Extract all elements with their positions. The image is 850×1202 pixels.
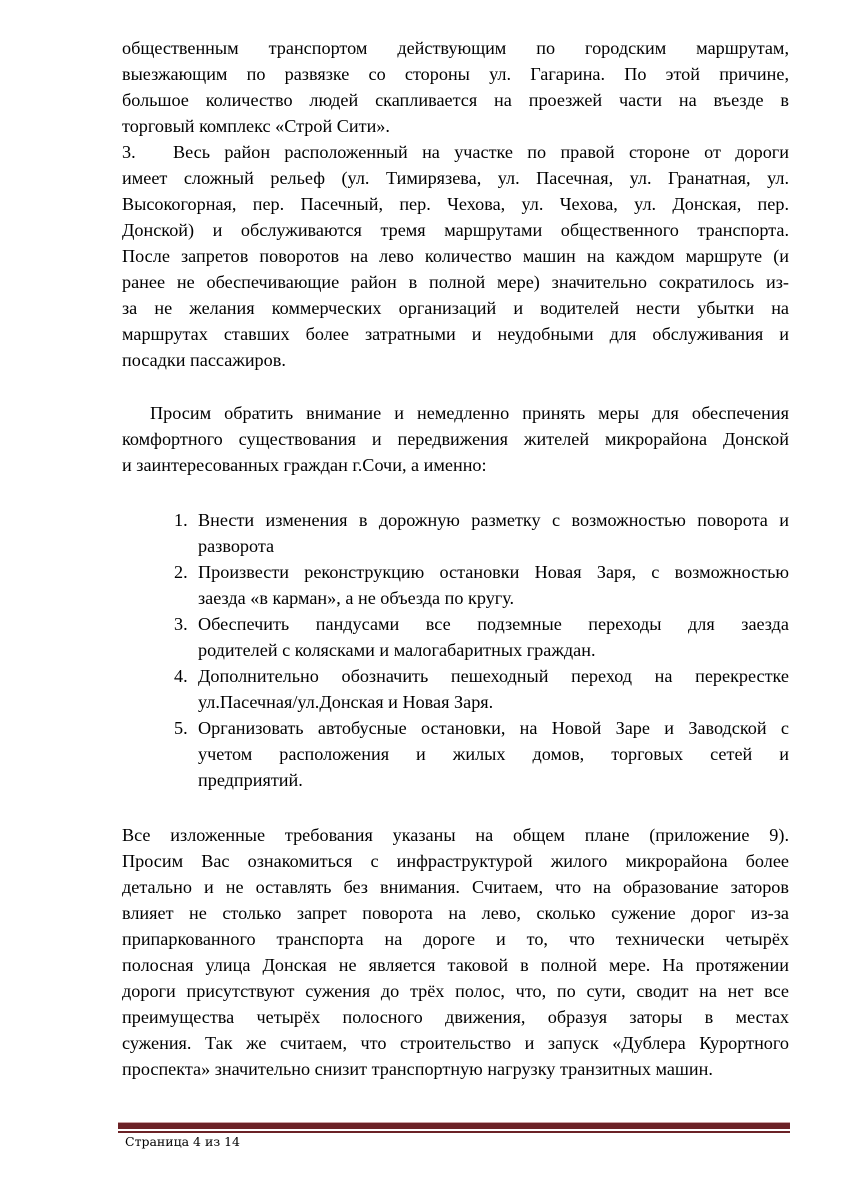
footer-rule xyxy=(118,1123,790,1131)
text-line: детально и не оставлять без внимания. Считаем, что на образование заторов xyxy=(122,877,789,897)
text-line: влияет не столько запрет поворота на лево, сколько сужение дорог из-за xyxy=(122,903,789,923)
text-line: Все изложенные требования указаны на общем плане (приложение 9). xyxy=(122,825,789,845)
text-line: предприятий. xyxy=(198,770,303,790)
text-line: Донской) и обслуживаются тремя маршрутами общественного транспорта. xyxy=(122,220,789,240)
page-number-label: Страница 4 из 14 xyxy=(125,1134,241,1149)
text-line: Произвести реконструкцию остановки Новая Заря, с возможностью xyxy=(198,562,789,582)
text-line: учетом расположения и жилых домов, торговых сетей и xyxy=(198,744,789,764)
text-line: выезжающим по развязке со стороны ул. Гагарина. По этой причине, xyxy=(122,64,789,84)
text-line: ранее не обеспечивающие район в полной мере) значительно сократилось из- xyxy=(122,272,789,292)
text-line: общественным транспортом действующим по городским маршрутам, xyxy=(122,38,789,58)
text-line: припаркованного транспорта на дороге и то, что технически четырёх xyxy=(122,929,789,949)
text-line: и заинтересованных граждан г.Сочи, а именно: xyxy=(122,455,487,475)
text-line: торговый комплекс «Строй Сити». xyxy=(122,116,390,136)
text-line: преимущества четырёх полосного движения, образуя заторы в местах xyxy=(122,1007,789,1027)
text-line: сужения. Так же считаем, что строительство и запуск «Дублера Курортного xyxy=(122,1033,789,1053)
list-number: 3. xyxy=(174,614,188,634)
text-line: Обеспечить пандусами все подземные переходы для заезда xyxy=(198,614,789,634)
text-line: проспекта» значительно снизит транспортную нагрузку транзитных машин. xyxy=(122,1059,713,1079)
text-line: разворота xyxy=(198,536,275,556)
text-line: Организовать автобусные остановки, на Новой Заре и Заводской с xyxy=(198,718,789,738)
text-line: Просим обратить внимание и немедленно принять меры для обеспечения xyxy=(150,403,789,423)
text-line: маршрутах ставших более затратными и неудобными для обслуживания и xyxy=(122,324,789,344)
text-line: большое количество людей скапливается на проезжей части на въезде в xyxy=(122,90,789,110)
text-line: дороги присутствуют сужения до трёх полос, что, по сути, сводит на нет все xyxy=(122,981,789,1001)
text-line: за не желания коммерческих организаций и водителей нести убытки на xyxy=(122,298,789,318)
text-line: После запретов поворотов на лево количество машин на каждом маршруте (и xyxy=(122,246,789,266)
point-number: 3. xyxy=(122,142,136,162)
text-line: Просим Вас ознакомиться с инфраструктурой жилого микрорайона более xyxy=(122,851,789,871)
text-line: ул.Пасечная/ул.Донская и Новая Заря. xyxy=(198,692,494,712)
text-line: родителей с колясками и малогабаритных граждан. xyxy=(198,640,596,660)
list-number: 4. xyxy=(174,666,188,686)
text-line: комфортного существования и передвижения жителей микрорайона Донской xyxy=(122,429,789,449)
text-line: заезда «в карман», а не объезда по кругу. xyxy=(198,588,515,608)
text-line: Высокогорная, пер. Пасечный, пер. Чехова, ул. Чехова, ул. Донская, пер. xyxy=(122,194,789,214)
list-number: 2. xyxy=(174,562,188,582)
text-line: полосная улица Донская не является таковой в полной мере. На протяжении xyxy=(122,955,789,975)
text-line: посадки пассажиров. xyxy=(122,350,286,370)
text-line: Внести изменения в дорожную разметку с возможностью поворота и xyxy=(198,510,789,530)
list-number: 5. xyxy=(174,718,188,738)
list-number: 1. xyxy=(174,510,188,530)
text-line: Весь район расположенный на участке по правой стороне от дороги xyxy=(173,142,789,162)
text-line: Дополнительно обозначить пешеходный переход на перекрестке xyxy=(198,666,789,686)
text-line: имеет сложный рельеф (ул. Тимирязева, ул. Пасечная, ул. Гранатная, ул. xyxy=(122,168,789,188)
